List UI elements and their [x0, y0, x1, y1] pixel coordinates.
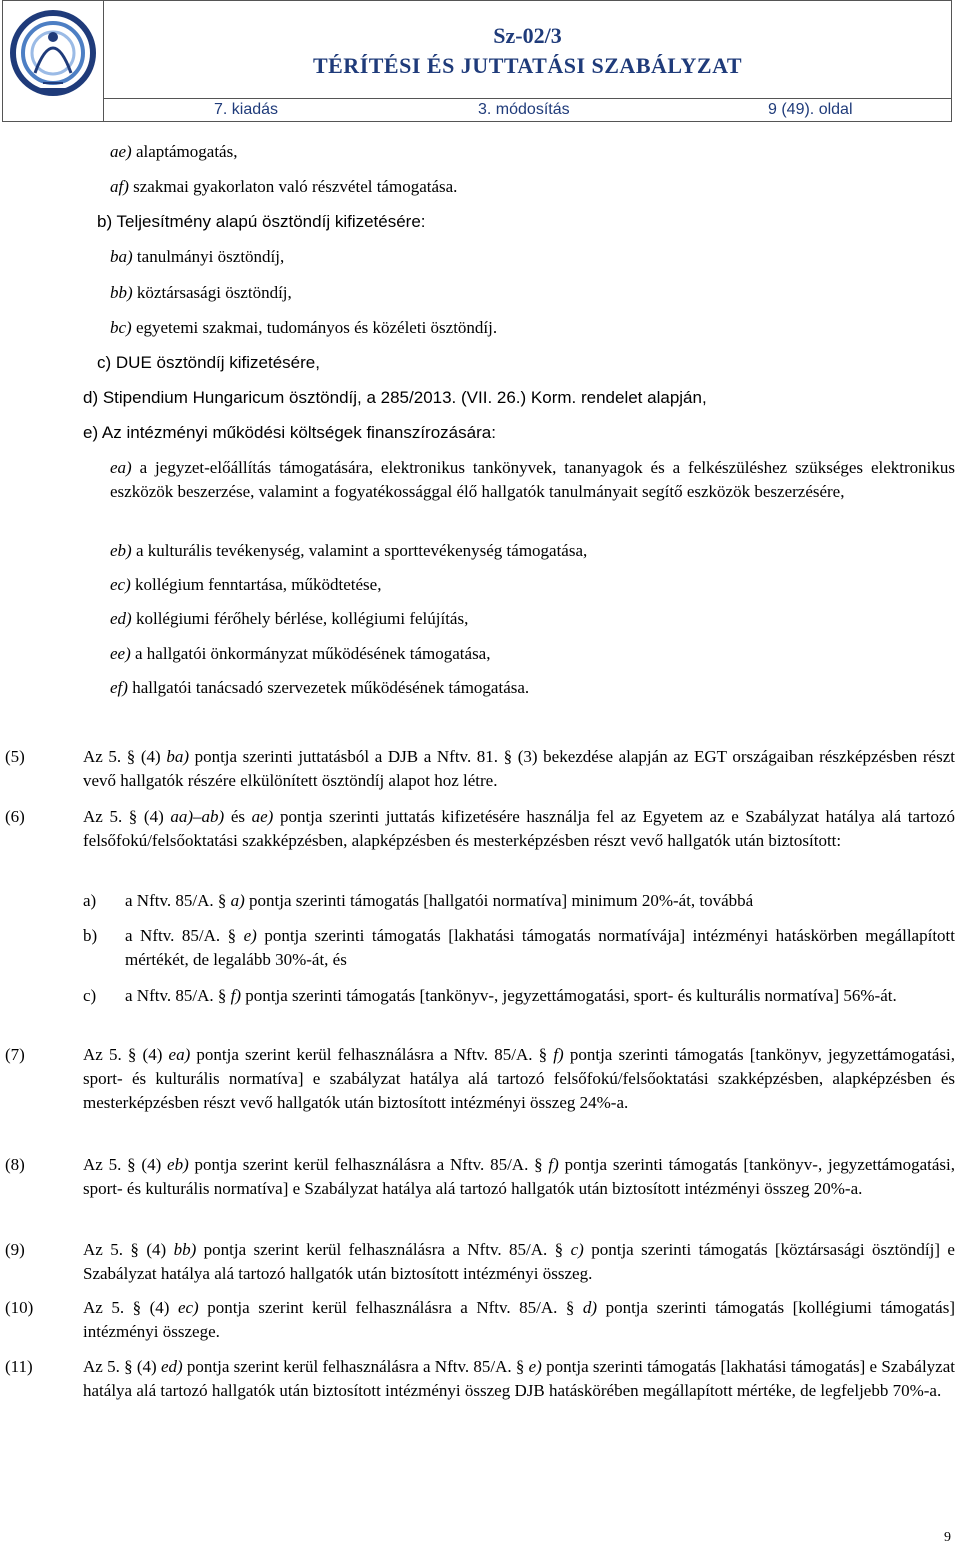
subitem-label: a) — [83, 891, 97, 910]
list-item: ea) a jegyzet-előállítás támogatására, elektronikus tankönyvek, tananyagok és a felkészüléshez szükséges elektronikus eszközök beszerzése, valamint a fogyatékossággal élő hallgatók tanulmányait segítő eszközök beszerzésére, — [110, 458, 955, 501]
paragraph-number: (7) — [5, 1045, 25, 1064]
list-item: bb) köztársasági ösztöndíj, — [110, 283, 292, 302]
page-info-label: 9 (49). oldal — [768, 101, 853, 118]
paragraph-8: Az 5. § (4) eb) pontja szerint kerül felhasználásra a Nftv. 85/A. § f) pontja szerinti támogatás [tankönyv-, jegyzettámogatási, sport- és kulturális normatíva] e Szabályzat hatálya alá tartozó hallgatók után biztosított intézményi összeg 20%-a. — [83, 1155, 955, 1198]
title-cell — [104, 1, 951, 99]
paragraph-number: (11) — [5, 1357, 33, 1376]
item-e: e) Az intézményi működési költségek finanszírozására: — [83, 423, 496, 442]
document-title: TÉRÍTÉSI ÉS JUTTATÁSI SZABÁLYZAT — [312, 53, 743, 78]
list-item: ba) tanulmányi ösztöndíj, — [110, 247, 285, 266]
paragraph-number: (5) — [5, 747, 25, 766]
edition-label: 7. kiadás — [214, 101, 279, 118]
list-item: ee) a hallgatói önkormányzat működésének támogatása, — [110, 644, 491, 663]
paragraph-10: Az 5. § (4) ec) pontja szerint kerül felhasználásra a Nftv. 85/A. § d) pontja szerinti támogatás [kollégiumi támogatás] intézményi összege. — [83, 1298, 955, 1341]
subitem-label: c) — [83, 986, 97, 1005]
subitem: a Nftv. 85/A. § e) pontja szerinti támogatás [lakhatási támogatás normatívája] intézményi hatáskörben megállapított mértékét, de legalább 30%-át, és — [125, 926, 955, 969]
document-header — [2, 0, 952, 122]
list-item: eb) a kulturális tevékenység, valamint a sporttevékenység támogatása, — [110, 541, 588, 560]
paragraph-number: (10) — [5, 1298, 34, 1317]
list-item: ae) alaptámogatás, — [110, 142, 238, 161]
subitem: a Nftv. 85/A. § a) pontja szerinti támogatás [hallgatói normatíva] minimum 20%-át, továbbá — [125, 891, 754, 910]
item-b: b) Teljesítmény alapú ösztöndíj kifizetésére: — [97, 212, 426, 231]
paragraph-6: Az 5. § (4) aa)–ab) és ae) pontja szerinti juttatás kifizetésére használja fel az Egyetem az e Szabályzat hatálya alá tartozó felsőfokú/felsőoktatási szakképzésben, alapképzésben és mesterképzésben részt vevő hallgatók után biztosított: — [83, 807, 955, 850]
paragraph-number: (6) — [5, 807, 25, 826]
paragraph-7: Az 5. § (4) ea) pontja szerint kerül felhasználásra a Nftv. 85/A. § f) pontja szerinti támogatás [tankönyv, jegyzettámogatási, sport- és kulturális normatíva] e szabályzat hatálya alá tartozó felsőfokú/felsőoktatási szakképzésben, alapképzésben és mesterképzésben részt vevő hallgatók után biztosított intézményi összeg 24%-a. — [83, 1045, 955, 1112]
university-logo-icon — [5, 3, 101, 119]
paragraph-number: (8) — [5, 1155, 25, 1174]
document-meta-row — [104, 98, 951, 122]
page-number: 9 — [944, 1530, 951, 1545]
list-item: ec) kollégium fenntartása, működtetése, — [110, 575, 382, 594]
list-item: bc) egyetemi szakmai, tudományos és közéleti ösztöndíj. — [110, 318, 498, 337]
item-c: c) DUE ösztöndíj kifizetésére, — [97, 353, 320, 372]
revision-label: 3. módosítás — [478, 101, 570, 118]
paragraph-number: (9) — [5, 1240, 25, 1259]
paragraph-9: Az 5. § (4) bb) pontja szerint kerül felhasználásra a Nftv. 85/A. § c) pontja szerinti támogatás [köztársasági ösztöndíj] e Szabályzat hatálya alá tartozó hallgatók után biztosított intézményi összeg. — [83, 1240, 955, 1283]
subitem-label: b) — [83, 926, 98, 945]
logo-cell — [3, 1, 104, 121]
list-item: ed) kollégiumi férőhely bérlése, kollégiumi felújítás, — [110, 609, 469, 628]
paragraph-11: Az 5. § (4) ed) pontja szerint kerül felhasználásra a Nftv. 85/A. § e) pontja szerinti támogatás [lakhatási támogatás] e Szabályzat hatálya alá tartozó hallgatók után biztosított intézményi összeg DJB hatáskörében megállapított mértéke, de legfeljebb 70%-a. — [83, 1357, 955, 1400]
list-item: ef) hallgatói tanácsadó szervezetek működésének támogatása. — [110, 678, 530, 697]
paragraph-5: Az 5. § (4) ba) pontja szerinti juttatásból a DJB a Nftv. 81. § (3) bekezdése alapján az EGT országaiban részképzésben részt vevő hallgatók részére elkülönített ösztöndíj alapot hoz létre. — [83, 747, 955, 790]
item-d: d) Stipendium Hungaricum ösztöndíj, a 285/2013. (VII. 26.) Korm. rendelet alapján, — [83, 388, 707, 407]
document-code: Sz-02/3 — [493, 23, 562, 48]
list-item: af) szakmai gyakorlaton való részvétel támogatása. — [110, 177, 458, 196]
subitem: a Nftv. 85/A. § f) pontja szerinti támogatás [tankönyv-, jegyzettámogatási, sport- és kulturális normatíva] 56%-át. — [125, 986, 897, 1005]
